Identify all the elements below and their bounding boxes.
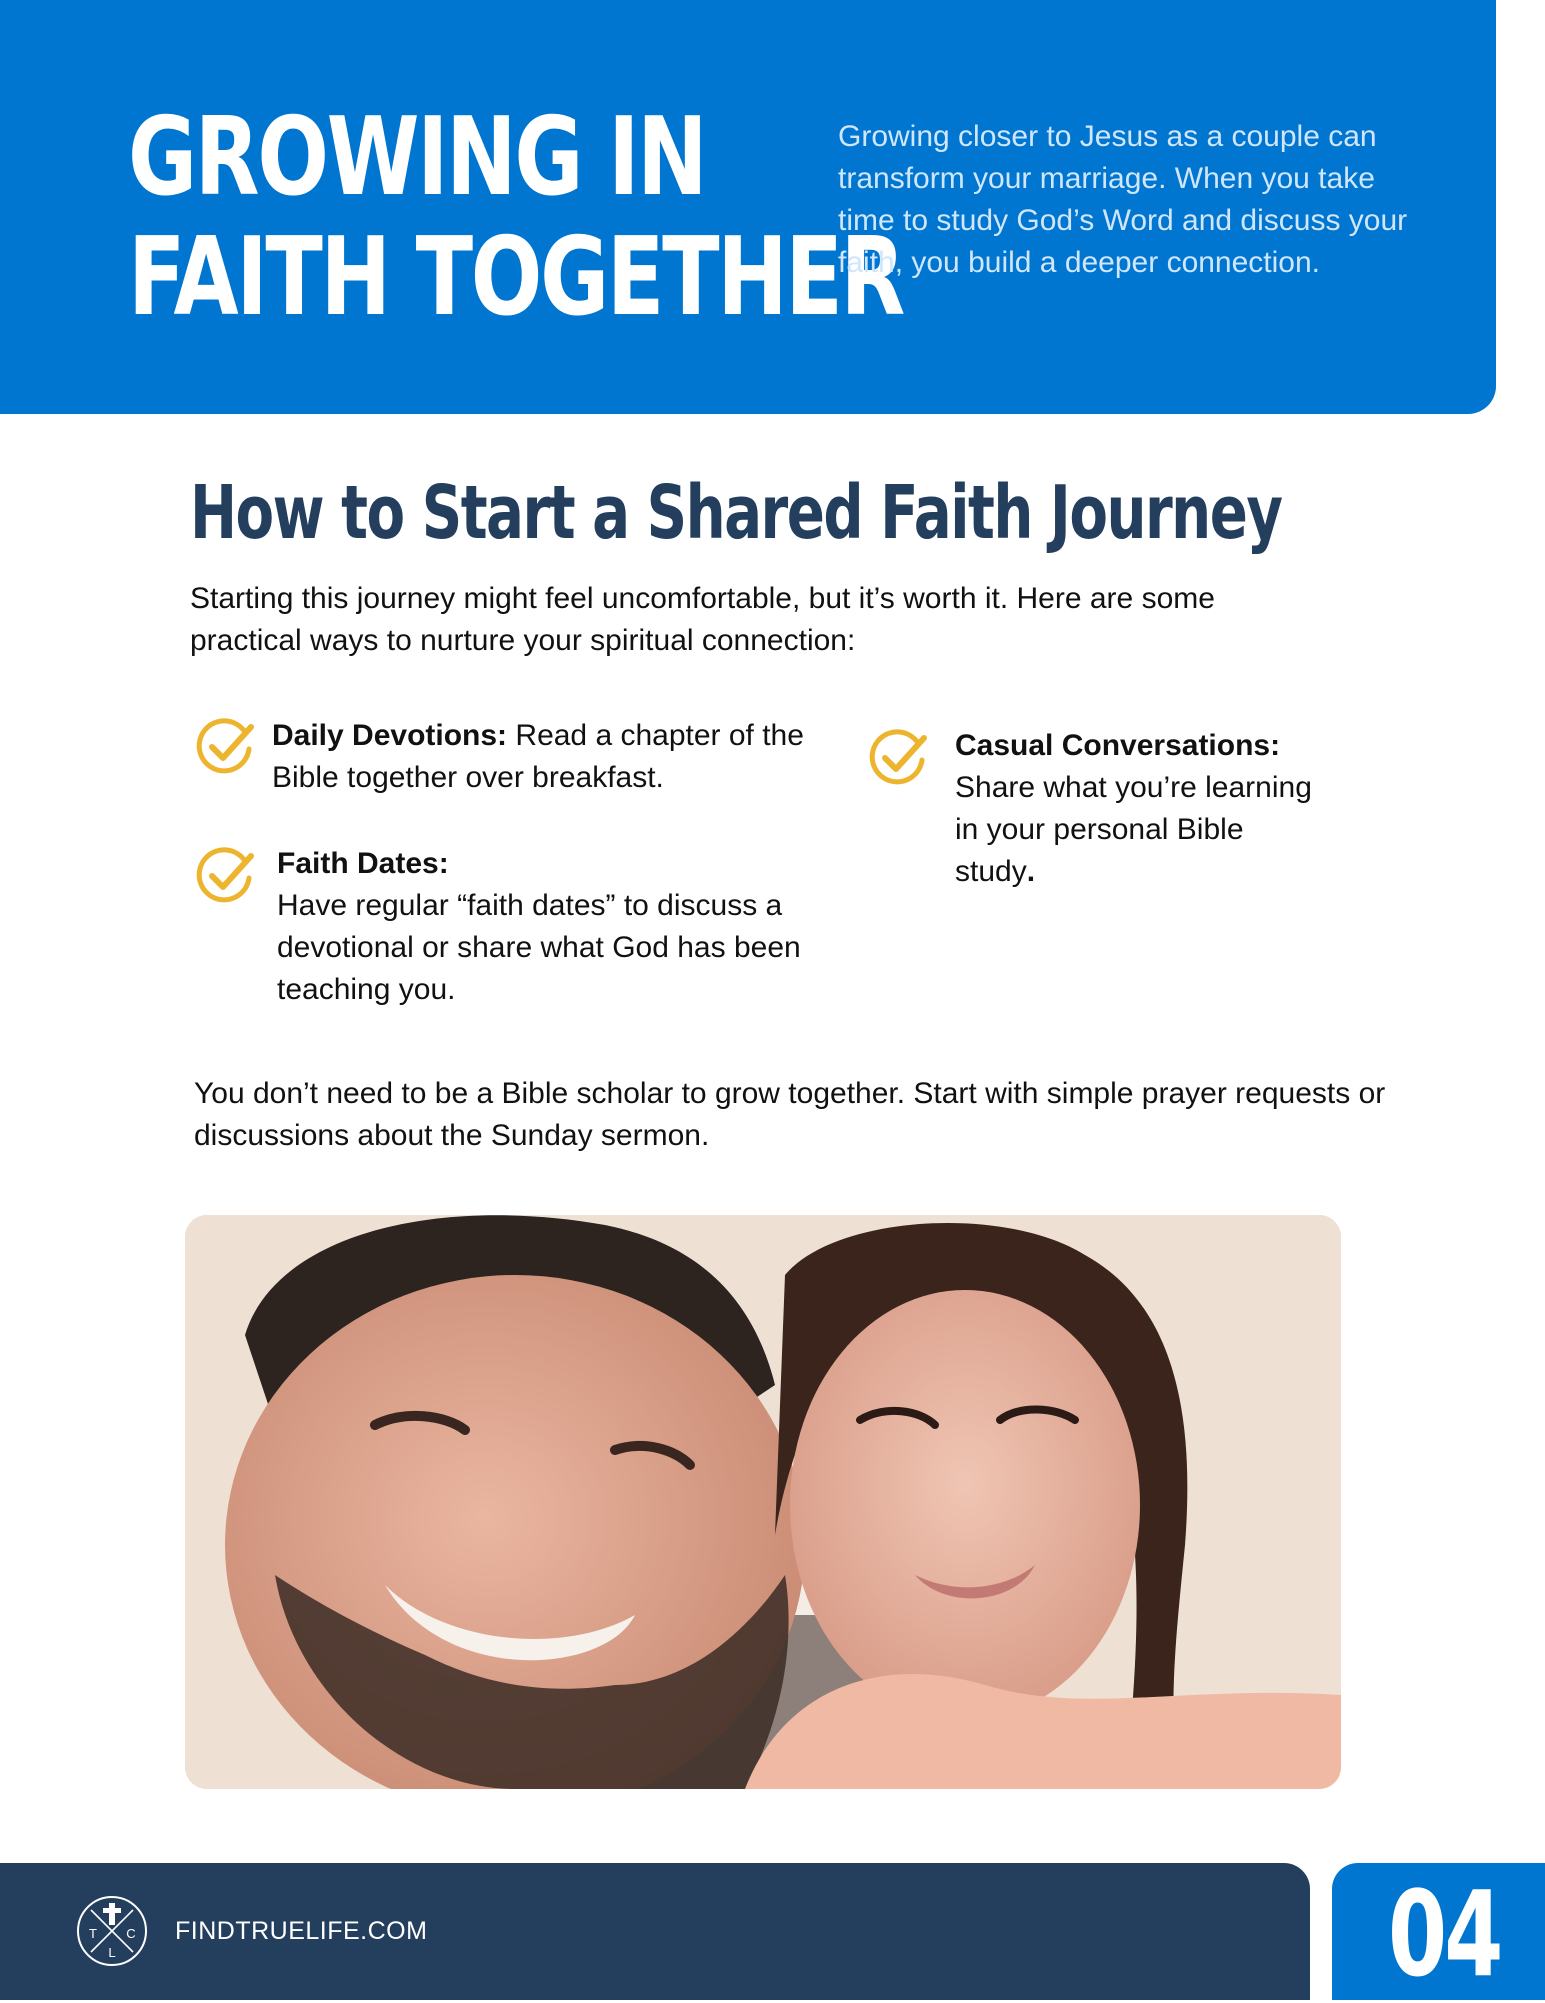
website-link[interactable]: FINDTRUELIFE.COM xyxy=(175,1917,428,1945)
page-number: 04 xyxy=(1388,1865,1501,2003)
list-item-body: Read a chapter of the Bible together over breakfast. xyxy=(272,719,804,794)
page-title-line-2: FAITH TOGETHER xyxy=(128,215,904,340)
page-title-line-1: GROWING IN xyxy=(128,95,706,220)
section-title: How to Start a Shared Faith Journey xyxy=(190,470,1282,556)
list-item-text xyxy=(277,843,817,1011)
header-intro: Growing closer to Jesus as a couple can transform your marriage. When you take time to study God’s Word and discuss your faith, you build a deeper connection. xyxy=(838,120,1408,279)
header-banner xyxy=(0,0,1496,414)
logo-letter-left: T xyxy=(89,1926,97,1941)
logo-letter-bottom: L xyxy=(108,1945,116,1960)
page-number-box xyxy=(1332,1863,1545,2003)
list-item-heading: Faith Dates: xyxy=(277,847,449,880)
closing-paragraph: You don’t need to be a Bible scholar to grow together. Start with simple prayer requests or discussions about the Sunday sermon. xyxy=(194,1077,1386,1152)
list-item-text xyxy=(955,725,1315,893)
tcl-logo-icon xyxy=(75,1894,149,1968)
list-item-text xyxy=(272,715,832,799)
couple-photo-illustration xyxy=(185,1215,1341,1789)
page-title xyxy=(128,95,904,340)
list-item-body: Share what you’re learning in your personal Bible study xyxy=(955,771,1312,888)
check-circle-icon xyxy=(195,845,257,907)
list-item-end-mark: . xyxy=(1026,855,1036,888)
footer-bar xyxy=(0,1863,1310,2000)
list-item-heading: Daily Devotions: xyxy=(272,719,508,752)
list-item-heading: Casual Conversations: xyxy=(955,729,1281,762)
logo-letter-right: C xyxy=(126,1926,136,1941)
list-item-body: Have regular “faith dates” to discuss a devotional or share what God has been teaching you. xyxy=(277,889,801,1006)
couple-photo xyxy=(185,1215,1341,1789)
section-intro: Starting this journey might feel uncomfortable, but it’s worth it. Here are some practical ways to nurture your spiritual connection: xyxy=(190,582,1215,657)
check-circle-icon xyxy=(195,716,257,778)
check-circle-icon xyxy=(868,727,930,789)
